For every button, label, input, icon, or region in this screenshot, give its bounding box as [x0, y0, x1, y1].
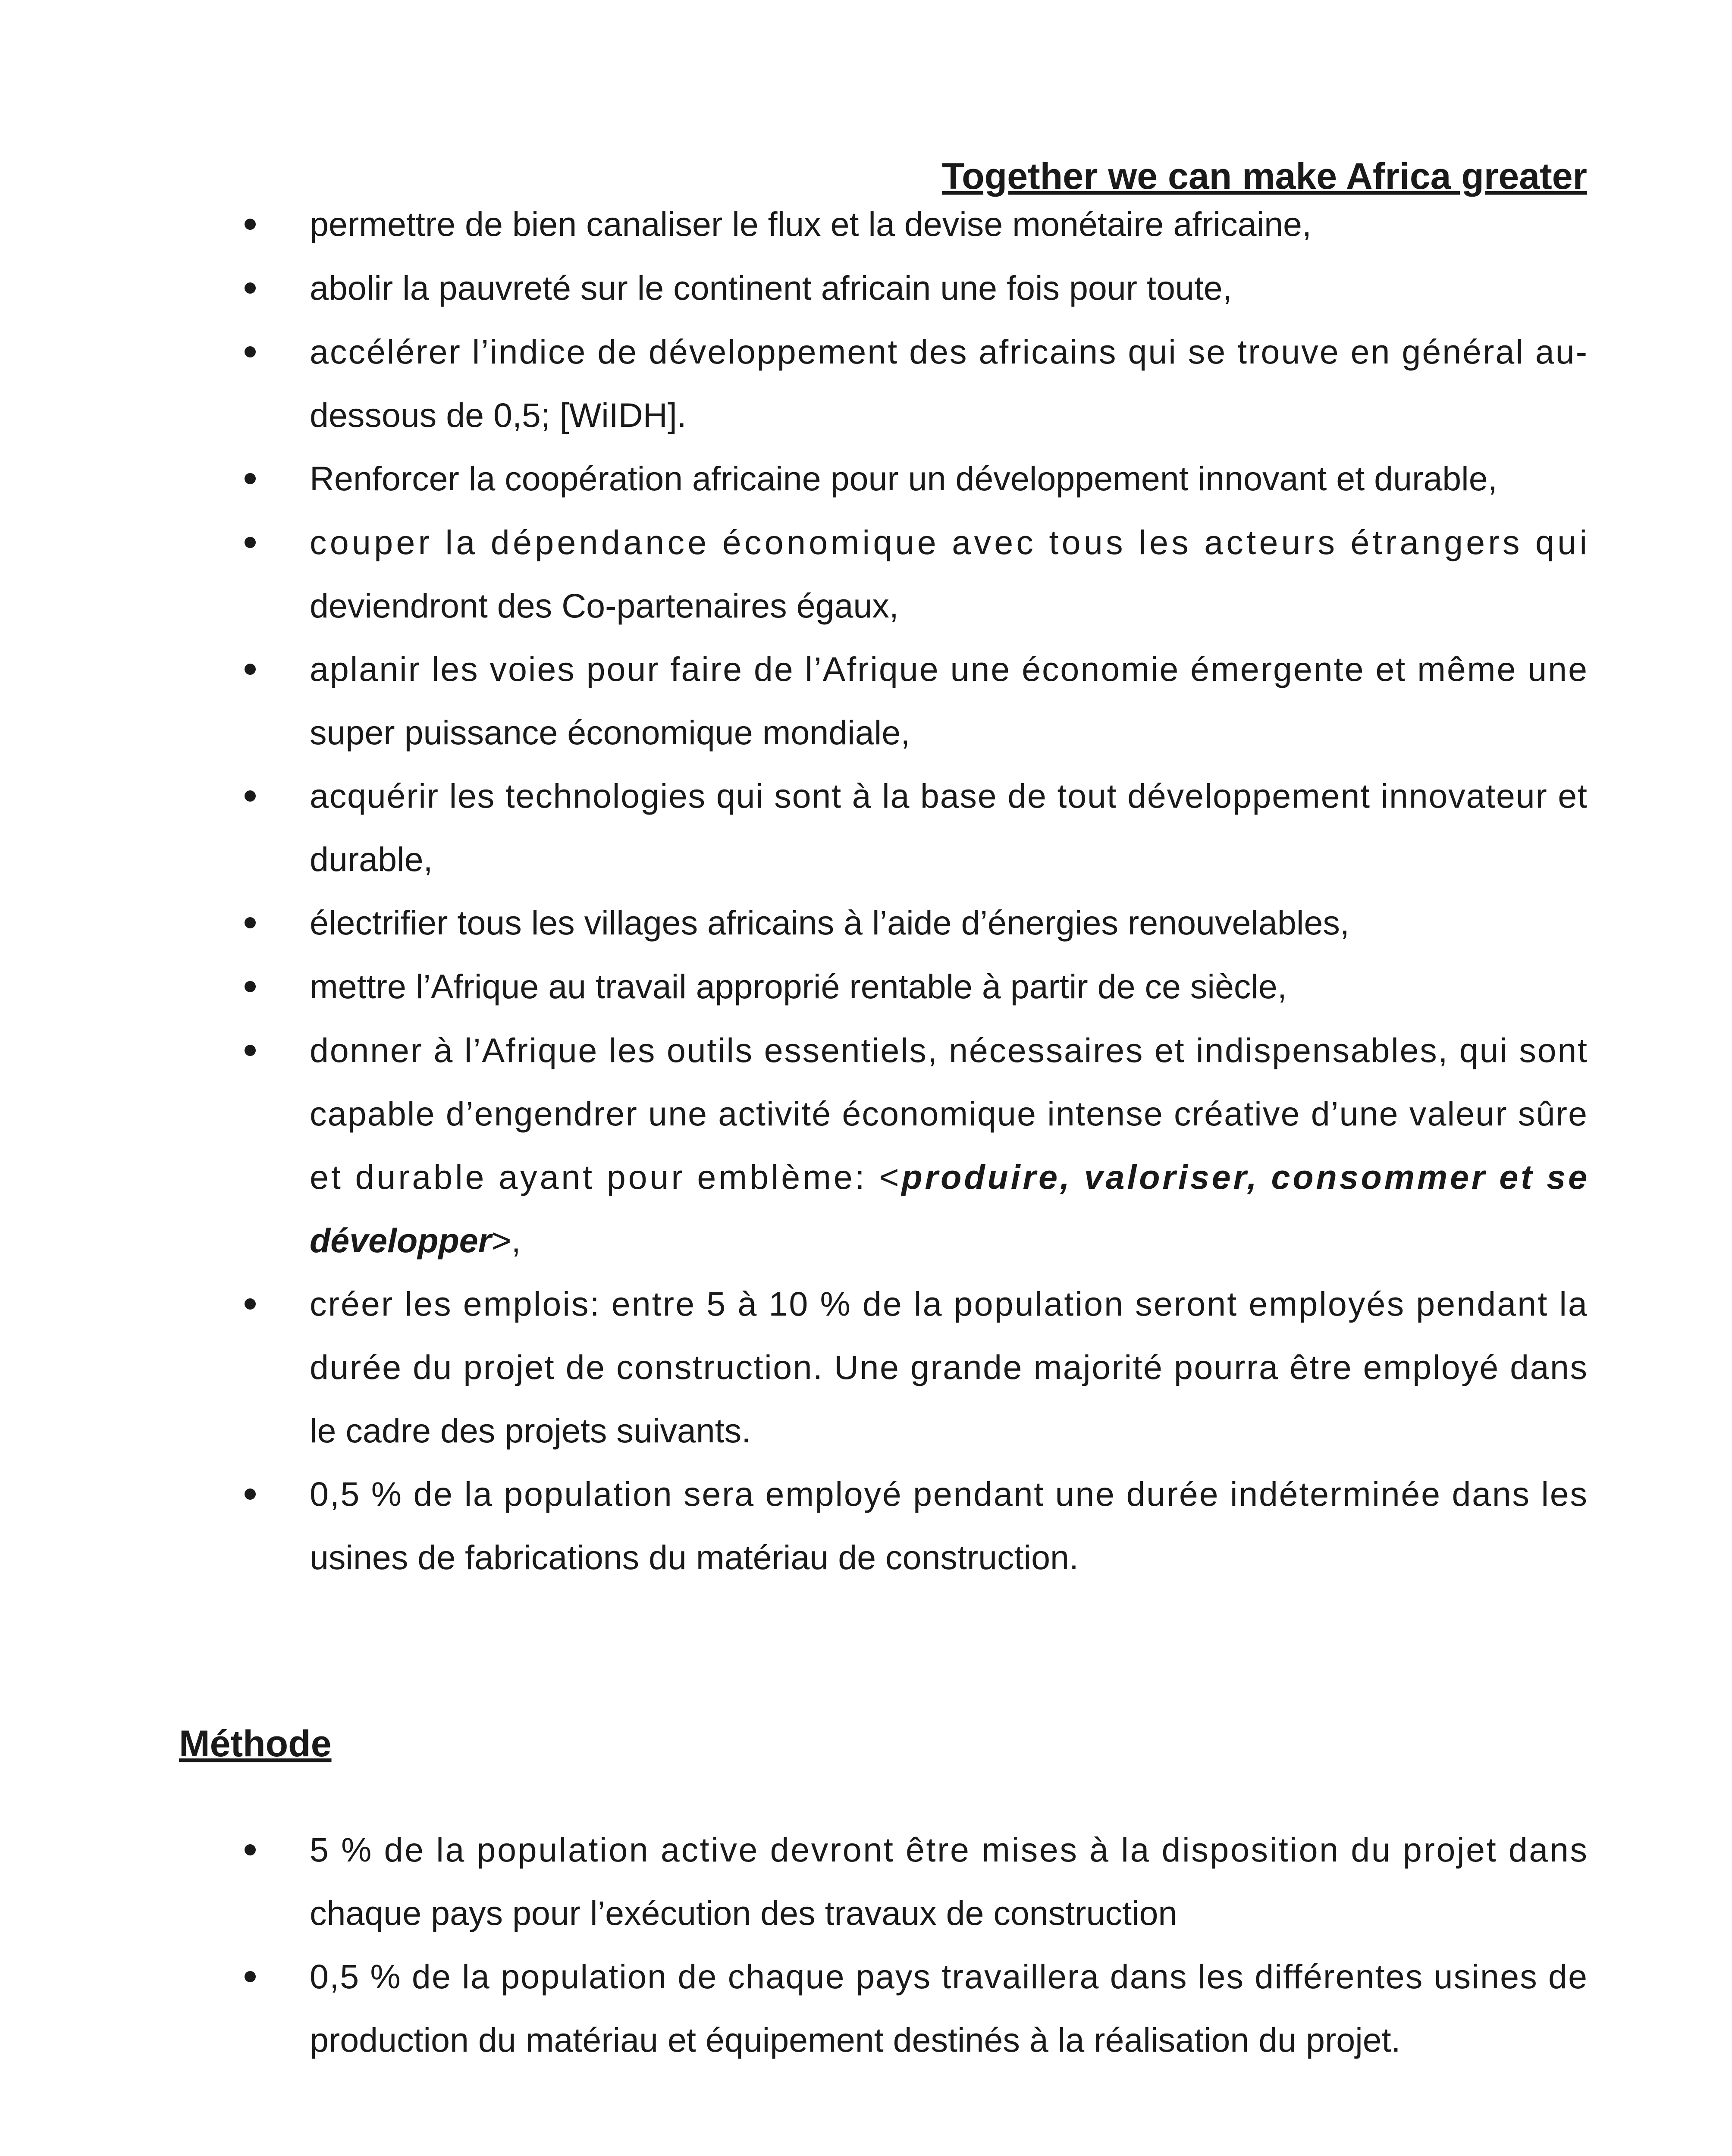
- list-item-text: donner à l’Afrique les outils essentiels, nécessaires et indispensables, qui sont: [310, 1031, 1587, 1069]
- bullet-dot: [245, 917, 256, 928]
- list-item-text: production du matériau et équipement destinés à la réalisation du projet.: [310, 2021, 1401, 2059]
- list-item-text: 0,5 % de la population sera employé pendant une durée indéterminée dans les: [310, 1475, 1587, 1513]
- section-heading-methode: Méthode: [179, 1723, 332, 1764]
- bullet-dot: [245, 664, 256, 675]
- list-item-text: [310, 1158, 1587, 1196]
- list-item-text: dessous de 0,5; [WiIDH].: [310, 396, 687, 434]
- list-item-text: [310, 1221, 521, 1260]
- bullet-dot: [245, 1971, 256, 1982]
- list-item-text: le cadre des projets suivants.: [310, 1411, 751, 1450]
- bullet-dot: [245, 346, 256, 357]
- bullet-dot: [245, 1045, 256, 1056]
- list-item-text: créer les emplois: entre 5 à 10 % de la population seront employés pendant la: [310, 1285, 1587, 1323]
- list-item-text: 5 % de la population active devront être mises à la disposition du projet dans: [310, 1830, 1587, 1869]
- list-item-text: durable,: [310, 840, 433, 878]
- list-item-text: Renforcer la coopération africaine pour un développement innovant et durable,: [310, 459, 1497, 498]
- list-item: [245, 967, 1287, 1006]
- bullet-dot: [245, 1298, 256, 1310]
- bullet-dot: [245, 282, 256, 294]
- emblem-text: produire, valoriser, consommer et se: [901, 1158, 1587, 1196]
- bullet-dot: [245, 473, 256, 484]
- list-item-text: mettre l’Afrique au travail approprié rentable à partir de ce siècle,: [310, 967, 1287, 1006]
- list-item: [245, 459, 1497, 498]
- list-item-text-prefix: et durable ayant pour emblème: <: [310, 1158, 899, 1196]
- list-item: [245, 903, 1349, 942]
- list-item-text: permettre de bien canaliser le flux et la devise monétaire africaine,: [310, 205, 1312, 243]
- list-item-text: accélérer l’indice de développement des africains qui se trouve en général au-: [310, 332, 1587, 371]
- list-item-text: deviendront des Co-partenaires égaux,: [310, 586, 899, 625]
- list-item-text-suffix: >,: [491, 1221, 521, 1260]
- list-item: [245, 269, 1232, 307]
- page-header-title: Together we can make Africa greater: [941, 156, 1587, 197]
- bullet-dot: [245, 219, 256, 230]
- list-item-text: électrifier tous les villages africains à l’aide d’énergies renouvelables,: [310, 903, 1349, 942]
- list-item-text: 0,5 % de la population de chaque pays travaillera dans les différentes usines de: [310, 1957, 1587, 1996]
- list-item-text: acquérir les technologies qui sont à la base de tout développement innovateur et: [310, 777, 1587, 815]
- list-item-text: super puissance économique mondiale,: [310, 713, 910, 752]
- bullet-dot: [245, 790, 256, 802]
- bullet-dot: [245, 1844, 256, 1855]
- list-item-text: durée du projet de construction. Une grande majorité pourra être employé dans: [310, 1348, 1587, 1386]
- list-item-text: chaque pays pour l’exécution des travaux de construction: [310, 1894, 1177, 1932]
- list-item-text: couper la dépendance économique avec tous les acteurs étrangers qui: [310, 523, 1587, 561]
- list-item-text: usines de fabrications du matériau de construction.: [310, 1538, 1079, 1576]
- bullet-dot: [245, 981, 256, 992]
- emblem-text: développer: [310, 1221, 492, 1260]
- bullet-dot: [245, 537, 256, 548]
- list-item-text: capable d’engendrer une activité économique intense créative d’une valeur sûre: [310, 1094, 1587, 1133]
- list-item-text: aplanir les voies pour faire de l’Afrique une économie émergente et même une: [310, 650, 1587, 688]
- bullet-dot: [245, 1489, 256, 1500]
- list-item-text: abolir la pauvreté sur le continent africain une fois pour toute,: [310, 269, 1232, 307]
- list-item: [245, 205, 1312, 243]
